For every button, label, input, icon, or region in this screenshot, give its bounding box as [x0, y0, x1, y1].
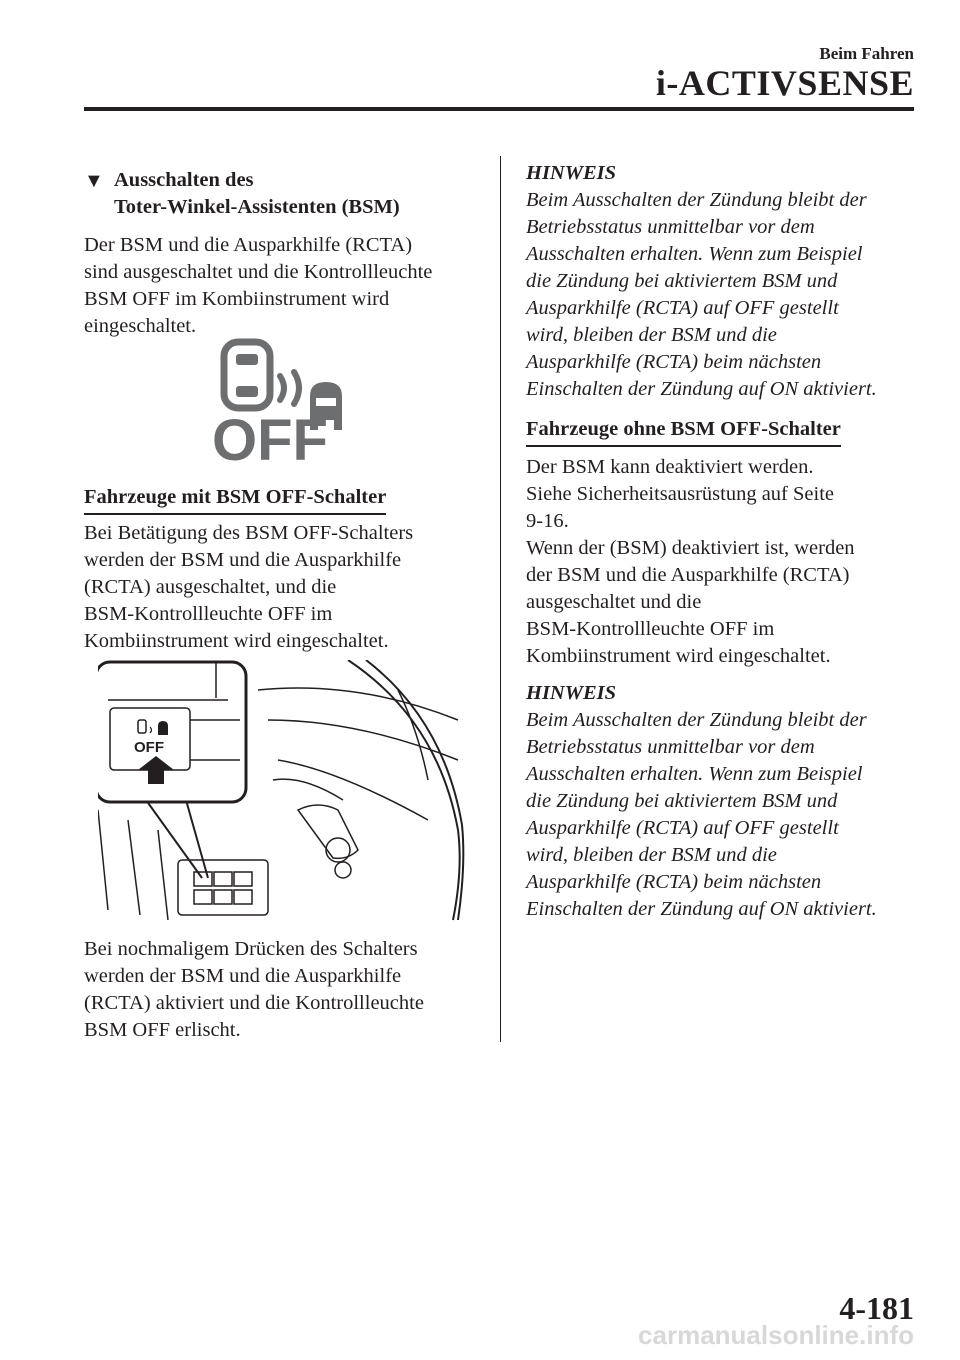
subheading-without-switch: Fahrzeuge ohne BSM OFF-Schalter — [526, 416, 841, 447]
bsm-switch-dashboard-illustration — [98, 660, 478, 925]
section-heading-line1: Ausschalten des — [114, 169, 254, 191]
bsm-off-indicator-icon — [202, 336, 352, 466]
note2-label: HINWEIS — [526, 682, 617, 704]
without-switch-paragraph: Der BSM kann deaktiviert werden. Siehe Sicherheitsausrüstung auf Seite 9-16. Wenn der (BSM) deaktiviert ist, werden der BSM und die Ausparkhilfe (RCTA) ausgeschaltet und die BSM-Kontrollleuchte OFF im Kombiinstrument wird eingeschaltet. — [526, 456, 855, 667]
running-header-section: Beim Fahren — [819, 44, 914, 63]
column-divider — [500, 156, 501, 1042]
note2-text: Beim Ausschalten der Zündung bleibt der Betriebsstatus unmittelbar vor dem Ausschalten erhalten. Wenn zum Beispiel die Zündung bei aktiviertem BSM und Ausparkhilfe (RCTA) auf OFF gestellt wird, bleiben der BSM und die Ausparkhilfe (RCTA) beim nächsten Einschalten der Zündung auf ON aktiviert. — [526, 709, 877, 920]
running-header-title: i-ACTIVSENSE — [655, 63, 914, 103]
note1-label: HINWEIS — [526, 162, 617, 184]
indicator-off-text: OFF — [212, 408, 328, 466]
intro-paragraph: Der BSM und die Ausparkhilfe (RCTA) sind ausgeschaltet und die Kontrollleuchte BSM OFF im Kombiinstrument wird eingeschaltet. — [84, 234, 433, 337]
triangle-bullet-icon: ▼ — [84, 170, 104, 192]
header-rule — [84, 107, 914, 111]
with-switch-paragraph: Bei Betätigung des BSM OFF-Schalters werden der BSM und die Ausparkhilfe (RCTA) ausgeschaltet, und die BSM-Kontrollleuchte OFF im Kombiinstrument wird eingeschaltet. — [84, 522, 414, 652]
subheading-with-switch: Fahrzeuge mit BSM OFF-Schalter — [84, 484, 386, 515]
footer-watermark: carmanualsonline.info — [638, 1320, 914, 1350]
note1-text: Beim Ausschalten der Zündung bleibt der Betriebsstatus unmittelbar vor dem Ausschalten erhalten. Wenn zum Beispiel die Zündung bei aktiviertem BSM und Ausparkhilfe (RCTA) auf OFF gestellt wird, bleiben der BSM und die Ausparkhilfe (RCTA) beim nächsten Einschalten der Zündung auf ON aktiviert. — [526, 189, 877, 400]
switch-off-label: OFF — [134, 739, 164, 756]
page-number: 4-181 — [839, 1290, 914, 1326]
press-again-paragraph: Bei nochmaligem Drücken des Schalters werden der BSM und die Ausparkhilfe (RCTA) aktiviert und die Kontrollleuchte BSM OFF erlischt. — [84, 938, 424, 1041]
section-heading-line2: Toter-Winkel-Assistenten (BSM) — [114, 196, 400, 218]
